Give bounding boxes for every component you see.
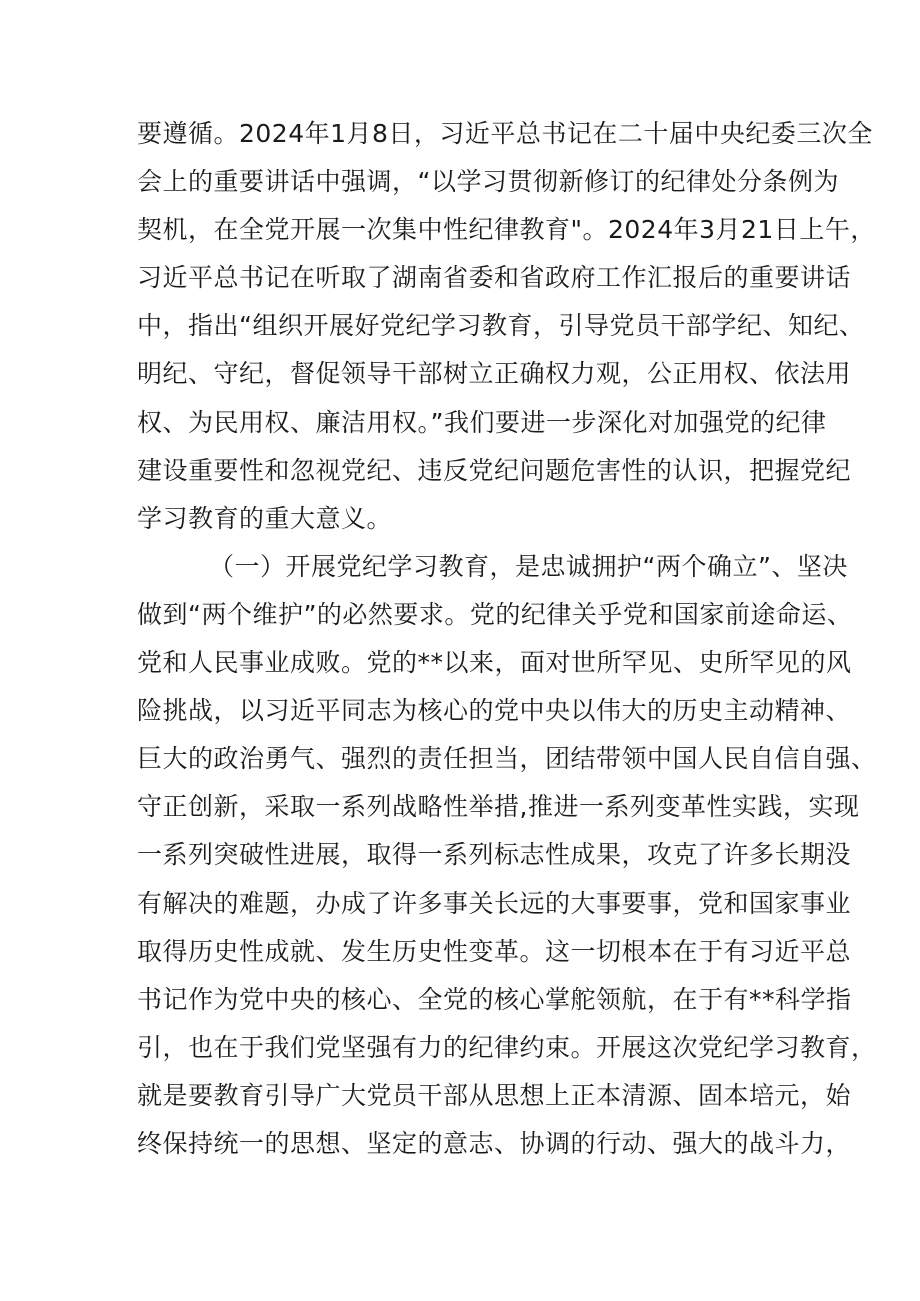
text-line: 权、为民用权、廉洁用权。”我们要进一步深化对加强党的纪律 (137, 407, 827, 437)
text-line: 守正创新，采取一系列战略性举措,推进一系列变革性实践，实现 (137, 792, 860, 822)
text-line: 取得历史性成就、发生历史性变革。这一切根本在于有习近平总 (137, 936, 852, 966)
text-line: 巨大的政治勇气、强烈的责任担当，团结带领中国人民自信自强、 (137, 744, 877, 774)
section-heading-line: （一）开展党纪学习教育，是忠诚拥护“两个确立”、坚决 (209, 551, 848, 581)
text-line: 险挑战，以习近平同志为核心的党中央以伟大的历史主动精神、 (137, 696, 852, 726)
text-line: 党和人民事业成败。党的**以来，面对世所罕见、史所罕见的风 (137, 648, 852, 678)
text-line: 做到“两个维护”的必然要求。党的纪律关乎党和国家前途命运、 (137, 599, 853, 629)
text-line: 建设重要性和忽视党纪、违反党纪问题危害性的认识，把握党纪 (137, 455, 852, 485)
text-line: 契机，在全党开展一次集中性纪律教育"。2024年3月21日上午， (137, 215, 876, 245)
text-line: 会上的重要讲话中强调，“以学习贯彻新修订的纪律处分条例为 (137, 167, 839, 197)
text-line: 一系列突破性进展，取得一系列标志性成果，攻克了许多长期没 (137, 840, 852, 870)
text-line: 中，指出“组织开展好党纪学习教育，引导党员干部学纪、知纪、 (137, 311, 865, 341)
text-line: 终保持统一的思想、坚定的意志、协调的行动、强大的战斗力， (137, 1128, 852, 1158)
text-line: 有解决的难题，办成了许多事关长远的大事要事，党和国家事业 (137, 888, 852, 918)
text-line: 书记作为党中央的核心、全党的核心掌舵领航，在于有**科学指 (137, 984, 852, 1014)
text-line: 要遵循。2024年1月8日，习近平总书记在二十届中央纪委三次全 (137, 119, 873, 148)
document-body (137, 110, 877, 1168)
text-line: 明纪、守纪，督促领导干部树立正确权力观，公正用权、依法用 (137, 359, 852, 389)
text-line: 引，也在于我们党坚强有力的纪律约束。开展这次党纪学习教育， (137, 1032, 877, 1062)
text-line: 就是要教育引导广大党员干部从思想上正本清源、固本培元，始 (137, 1080, 852, 1110)
text-line: 学习教育的重大意义。 (137, 503, 393, 533)
text-line: 习近平总书记在听取了湖南省委和省政府工作汇报后的重要讲话 (137, 263, 852, 293)
